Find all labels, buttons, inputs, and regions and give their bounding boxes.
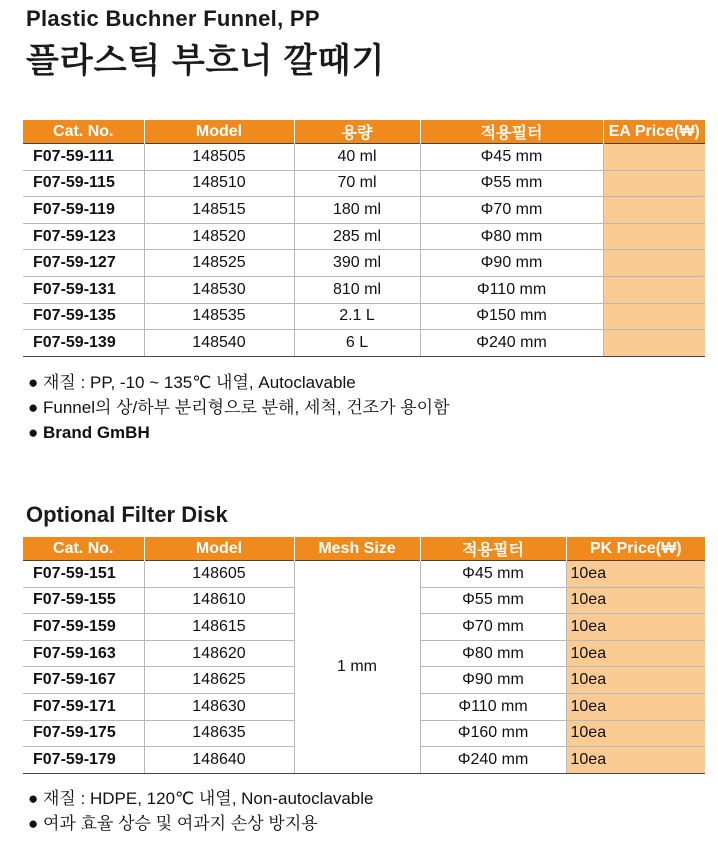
pk-cell: 10ea [566, 614, 705, 641]
table-header-row [23, 120, 705, 144]
model-cell: 148630 [144, 693, 294, 720]
filter-cell: Φ240 mm [420, 747, 566, 774]
cat-no-cell: F07-59-123 [23, 223, 144, 250]
filter-disk-table [23, 537, 705, 774]
capacity-cell: 6 L [294, 330, 420, 357]
table-row [23, 561, 705, 588]
model-cell: 148530 [144, 276, 294, 303]
filter-cell: Φ80 mm [420, 223, 603, 250]
note-disassembly: ● Funnel의 상/하부 분리형으로 분해, 세척, 건조가 용이함 [28, 398, 450, 417]
price-cell [603, 170, 705, 197]
note-purpose: ● 여과 효율 상승 및 여과지 손상 방지용 [28, 814, 318, 833]
price-cell [603, 330, 705, 357]
filter-cell: Φ45 mm [420, 561, 566, 588]
column-header-model: Model [144, 537, 294, 561]
filter-cell: Φ70 mm [420, 614, 566, 641]
cat-no-cell: F07-59-155 [23, 587, 144, 614]
model-cell: 148625 [144, 667, 294, 694]
model-cell: 148640 [144, 747, 294, 774]
funnel-spec-table [23, 120, 705, 357]
cat-no-cell: F07-59-119 [23, 197, 144, 224]
table-row [23, 223, 705, 250]
column-header-ea-price: EA Price(₩) [603, 120, 705, 144]
filter-cell: Φ70 mm [420, 197, 603, 224]
column-header-filter: 적용필터 [420, 537, 566, 561]
column-header-mesh-size: Mesh Size [294, 537, 420, 561]
filter-cell: Φ110 mm [420, 693, 566, 720]
column-header-cat-no: Cat. No. [23, 537, 144, 561]
cat-no-cell: F07-59-163 [23, 640, 144, 667]
filter-cell: Φ90 mm [420, 250, 603, 277]
cat-no-cell: F07-59-159 [23, 614, 144, 641]
cat-no-cell: F07-59-111 [23, 144, 144, 171]
cat-no-cell: F07-59-179 [23, 747, 144, 774]
filter-disk-notes [28, 786, 373, 836]
table-row [23, 276, 705, 303]
capacity-cell: 390 ml [294, 250, 420, 277]
capacity-cell: 810 ml [294, 276, 420, 303]
product-title-en: Plastic Buchner Funnel, PP [26, 6, 320, 31]
product-title-ko: 플라스틱 부흐너 깔때기 [26, 42, 386, 80]
price-cell [603, 303, 705, 330]
note-material: ● 재질 : HDPE, 120℃ 내열, Non-autoclavable [28, 789, 374, 808]
capacity-cell: 285 ml [294, 223, 420, 250]
price-cell [603, 197, 705, 224]
filter-cell: Φ45 mm [420, 144, 603, 171]
pk-cell: 10ea [566, 587, 705, 614]
column-header-capacity: 용량 [294, 120, 420, 144]
model-cell: 148505 [144, 144, 294, 171]
pk-cell: 10ea [566, 640, 705, 667]
filter-cell: Φ80 mm [420, 640, 566, 667]
filter-cell: Φ150 mm [420, 303, 603, 330]
model-cell: 148535 [144, 303, 294, 330]
model-cell: 148610 [144, 587, 294, 614]
cat-no-cell: F07-59-171 [23, 693, 144, 720]
cat-no-cell: F07-59-135 [23, 303, 144, 330]
price-cell [603, 223, 705, 250]
table-row [23, 170, 705, 197]
model-cell: 148615 [144, 614, 294, 641]
table-row [23, 250, 705, 277]
mesh-size-cell: 1 mm [294, 561, 420, 774]
note-brand: ● Brand GmBH [28, 423, 150, 442]
table-row [23, 330, 705, 357]
filter-cell: Φ55 mm [420, 587, 566, 614]
table-header-row [23, 537, 705, 561]
model-cell: 148525 [144, 250, 294, 277]
filter-cell: Φ110 mm [420, 276, 603, 303]
pk-cell: 10ea [566, 747, 705, 774]
cat-no-cell: F07-59-151 [23, 561, 144, 588]
model-cell: 148515 [144, 197, 294, 224]
filter-cell: Φ55 mm [420, 170, 603, 197]
section-title-filter-disk: Optional Filter Disk [26, 502, 228, 527]
model-cell: 148605 [144, 561, 294, 588]
table-row [23, 144, 705, 171]
column-header-model: Model [144, 120, 294, 144]
filter-cell: Φ240 mm [420, 330, 603, 357]
column-header-pk-price: PK Price(₩) [566, 537, 705, 561]
cat-no-cell: F07-59-115 [23, 170, 144, 197]
capacity-cell: 2.1 L [294, 303, 420, 330]
price-cell [603, 250, 705, 277]
table-row [23, 197, 705, 224]
price-cell [603, 144, 705, 171]
price-cell [603, 276, 705, 303]
capacity-cell: 180 ml [294, 197, 420, 224]
column-header-filter: 적용필터 [420, 120, 603, 144]
table-row [23, 303, 705, 330]
model-cell: 148635 [144, 720, 294, 747]
capacity-cell: 70 ml [294, 170, 420, 197]
note-material: ● 재질 : PP, -10 ~ 135℃ 내열, Autoclavable [28, 373, 356, 392]
capacity-cell: 40 ml [294, 144, 420, 171]
funnel-notes [28, 370, 450, 445]
cat-no-cell: F07-59-139 [23, 330, 144, 357]
column-header-cat-no: Cat. No. [23, 120, 144, 144]
model-cell: 148510 [144, 170, 294, 197]
filter-cell: Φ90 mm [420, 667, 566, 694]
pk-cell: 10ea [566, 561, 705, 588]
cat-no-cell: F07-59-127 [23, 250, 144, 277]
pk-cell: 10ea [566, 720, 705, 747]
model-cell: 148620 [144, 640, 294, 667]
cat-no-cell: F07-59-175 [23, 720, 144, 747]
model-cell: 148540 [144, 330, 294, 357]
cat-no-cell: F07-59-167 [23, 667, 144, 694]
model-cell: 148520 [144, 223, 294, 250]
filter-cell: Φ160 mm [420, 720, 566, 747]
cat-no-cell: F07-59-131 [23, 276, 144, 303]
pk-cell: 10ea [566, 667, 705, 694]
pk-cell: 10ea [566, 693, 705, 720]
